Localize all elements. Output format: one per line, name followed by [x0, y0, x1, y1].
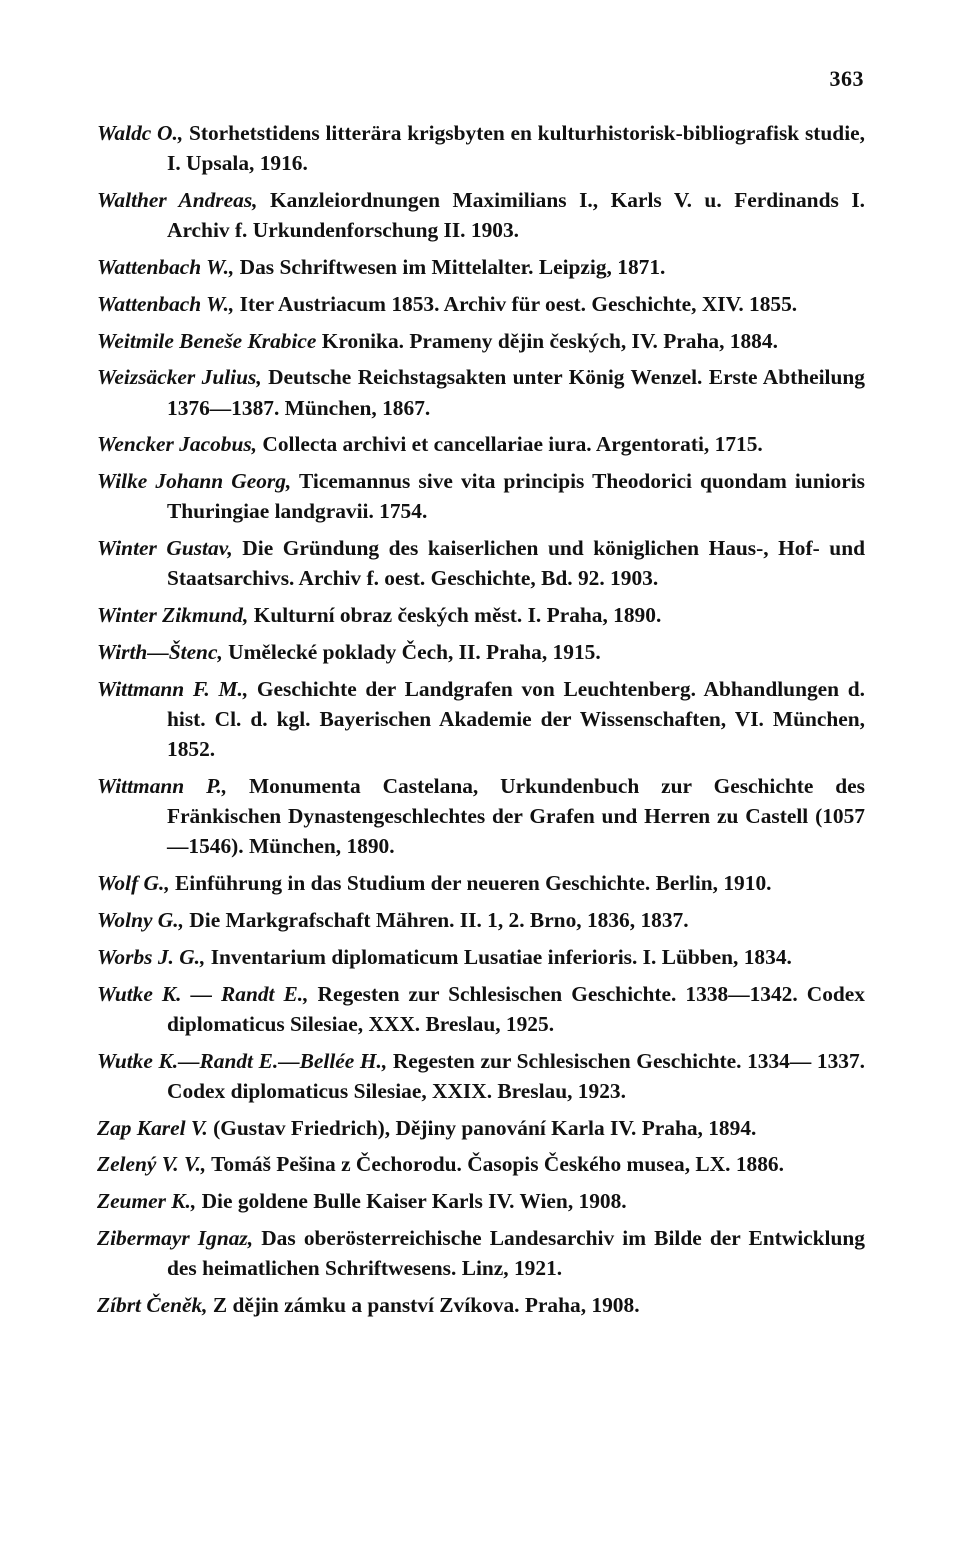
- entry-text: Die Gründung des kaiserlichen und königlichen Haus-, Hof- und Staatsarchivs. Archiv f. oest. Geschichte, Bd. 92. 1903.: [167, 536, 865, 591]
- entry-text: Regesten zur Schlesischen Geschichte. 1334— 1337. Codex diplomaticus Silesiae, XXIX. Breslau, 1923.: [167, 1048, 865, 1103]
- bibliography-entry: [97, 1113, 865, 1143]
- entry-author: Wittmann F. M.,: [97, 676, 249, 701]
- entry-author: Wutke K.—Randt E.—Bellée H.,: [97, 1048, 388, 1073]
- entry-text: Storhetstidens litterära krigsbyten en kulturhistorisk-bibliografisk studie, I. Upsala, 1916.: [167, 121, 865, 176]
- bibliography-entry: [97, 533, 865, 593]
- entry-author: Wattenbach W.,: [97, 255, 235, 279]
- entry-text: Collecta archivi et cancellariae iura. Argentorati, 1715.: [257, 432, 763, 457]
- bibliography-entry: [97, 1186, 865, 1216]
- entry-text: Die goldene Bulle Kaiser Karls IV. Wien, 1908.: [196, 1189, 627, 1214]
- entry-author: Waldc O.,: [97, 121, 184, 145]
- bibliography-entry: [97, 1046, 865, 1106]
- bibliography-entry: [97, 905, 865, 935]
- entry-text: Monumenta Castelana, Urkundenbuch zur Geschichte des Fränkischen Dynastengeschlechtes der Grafen und Herren zu Castell (1057—1546). München, 1890.: [167, 773, 865, 859]
- entry-author: Zeumer K.,: [97, 1189, 197, 1214]
- entry-text: Das oberösterreichische Landesarchiv im Bilde der Entwicklung des heimatlichen Schriftwesens. Linz, 1921.: [167, 1225, 865, 1281]
- bibliography-entry: [97, 637, 865, 667]
- entry-author: Zelený V. V.,: [97, 1152, 207, 1177]
- entry-text: Deutsche Reichstagsakten unter König Wenzel. Erste Abtheilung 1376—1387. München, 1867.: [167, 365, 865, 420]
- entry-text: Umělecké poklady Čech, II. Praha, 1915.: [222, 639, 601, 664]
- entry-author: Worbs J. G.,: [97, 944, 206, 969]
- entry-author: Wolf G.,: [97, 871, 170, 896]
- entry-text: Kanzleiordnungen Maximilians I., Karls V. u. Ferdinands I. Archiv f. Urkundenforschung II. 1903.: [167, 188, 865, 243]
- entry-author: Wolny G.,: [97, 907, 184, 932]
- entry-author: Wattenbach W.,: [97, 291, 235, 316]
- entry-text: Regesten zur Schlesischen Geschichte. 1338—1342. Codex diplomaticus Silesiae, XXX. Breslau, 1925.: [167, 981, 865, 1036]
- bibliography-entry: [97, 252, 865, 282]
- bibliography-entry: [97, 674, 865, 765]
- entry-text: Kronika. Prameny dějin českých, IV. Praha, 1884.: [316, 328, 778, 353]
- bibliography-list: [97, 118, 865, 1327]
- entry-text: Z dějin zámku a panství Zvíkova. Praha, 1908.: [207, 1292, 640, 1317]
- entry-text: (Gustav Friedrich), Dějiny panování Karla IV. Praha, 1894.: [207, 1115, 757, 1140]
- bibliography-entry: [97, 1290, 865, 1320]
- entry-author: Winter Gustav,: [97, 536, 233, 561]
- entry-text: Iter Austriacum 1853. Archiv für oest. Geschichte, XIV. 1855.: [234, 291, 798, 316]
- bibliography-entry: [97, 326, 865, 356]
- bibliography-entry: [97, 1149, 865, 1179]
- bibliography-entry: [97, 771, 865, 862]
- bibliography-entry: [97, 942, 865, 972]
- entry-author: Wittmann P.,: [97, 773, 228, 798]
- page-number: 363: [829, 66, 864, 91]
- entry-author: Wirth—Štenc,: [97, 639, 223, 664]
- entry-text: Inventarium diplomaticum Lusatiae inferioris. I. Lübben, 1834.: [205, 944, 792, 969]
- entry-author: Walther Andreas,: [97, 188, 258, 212]
- bibliography-entry: [97, 289, 865, 319]
- bibliography-entry: [97, 979, 865, 1039]
- entry-text: Geschichte der Landgrafen von Leuchtenberg. Abhandlungen d. hist. Cl. d. kgl. Bayerischen Akademie der Wissenschaften, VI. München, 1852.: [167, 676, 866, 762]
- bibliography-entry: [97, 185, 865, 245]
- bibliography-entry: [97, 868, 865, 898]
- entry-author: Winter Zikmund,: [97, 603, 249, 628]
- entry-author: Wilke Johann Georg,: [97, 469, 292, 494]
- entry-author: Zíbrt Čeněk,: [97, 1292, 208, 1317]
- entry-text: Das Schriftwesen im Mittelalter. Leipzig, 1871.: [234, 255, 666, 279]
- bibliography-entry: [97, 118, 865, 178]
- entry-author: Weitmile Beneše Krabice: [97, 328, 317, 353]
- entry-author: Wutke K. — Randt E.,: [97, 981, 309, 1006]
- entry-author: Zibermayr Ignaz,: [97, 1225, 254, 1250]
- bibliography-entry: [97, 362, 865, 422]
- entry-text: Ticemannus sive vita principis Theodorici quondam iunioris Thuringiae landgravii. 1754.: [167, 469, 866, 524]
- entry-author: Wencker Jacobus,: [97, 432, 258, 457]
- entry-text: Kulturní obraz českých měst. I. Praha, 1890.: [248, 603, 662, 628]
- entry-author: Zap Karel V.: [97, 1115, 208, 1140]
- bibliography-entry: [97, 1223, 865, 1283]
- entry-author: Weizsäcker Julius,: [97, 365, 262, 390]
- entry-text: Die Markgrafschaft Mähren. II. 1, 2. Brno, 1836, 1837.: [183, 907, 689, 932]
- entry-text: Tomáš Pešina z Čechorodu. Časopis Českého musea, LX. 1886.: [206, 1152, 784, 1177]
- bibliography-entry: [97, 466, 865, 526]
- bibliography-entry: [97, 600, 865, 630]
- bibliography-entry: [97, 429, 865, 459]
- entry-text: Einführung in das Studium der neueren Geschichte. Berlin, 1910.: [169, 871, 772, 896]
